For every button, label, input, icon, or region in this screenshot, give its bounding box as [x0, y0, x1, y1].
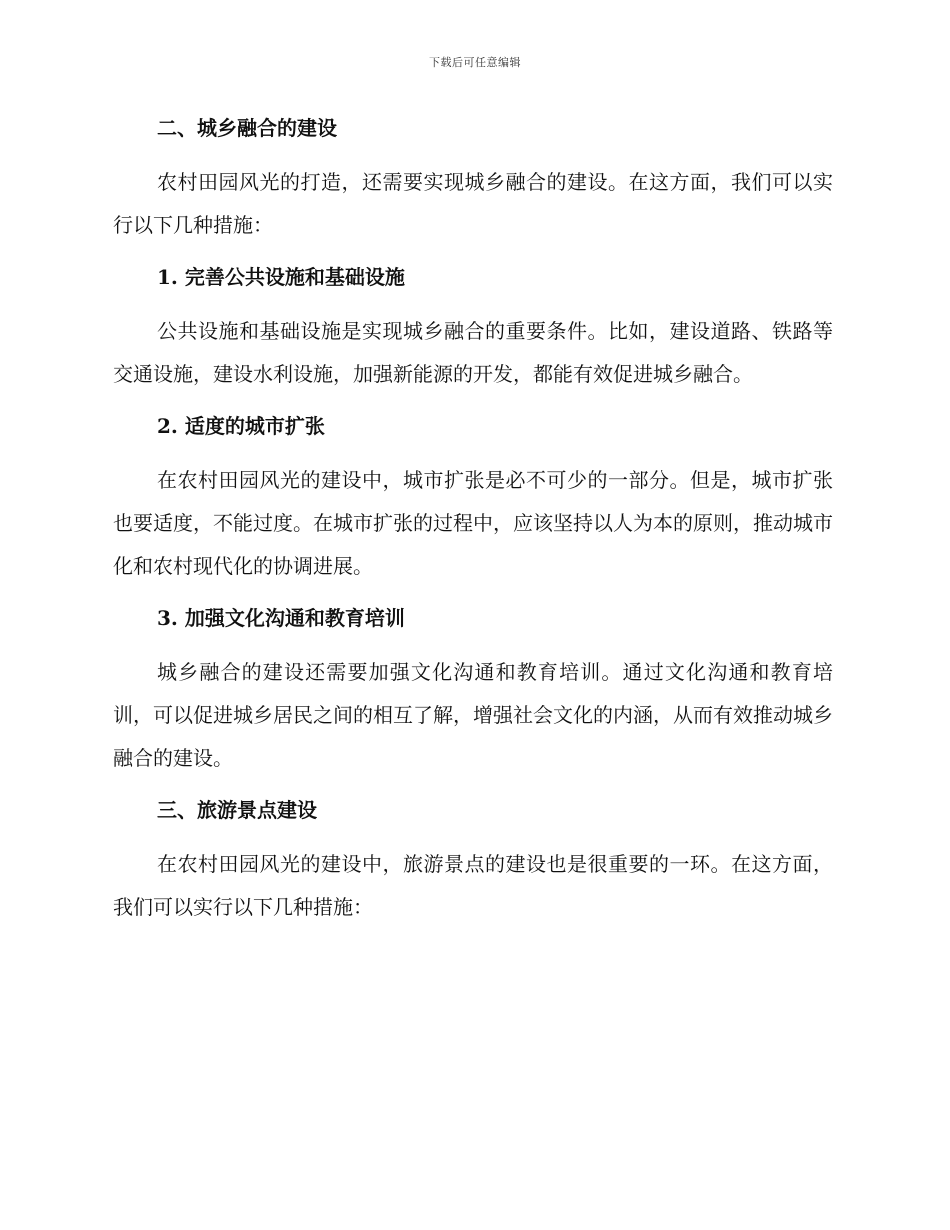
paragraph-culture-education: 城乡融合的建设还需要加强文化沟通和教育培训。通过文化沟通和教育培训，可以促进城乡居民之间的相互了解，增强社会文化的内涵，从而有效推动城乡融合的建设。 [113, 660, 833, 770]
header-note: 下载后可任意编辑 [429, 56, 521, 69]
paragraph-urban-expansion: 在农村田园风光的建设中，城市扩张是必不可少的一部分。但是，城市扩张也要适度，不能过度。在城市扩张的过程中，应该坚持以人为本的原则，推动城市化和农村现代化的协调进展。 [113, 468, 833, 578]
subheading-public-facilities: 1. 完善公共设施和基础设施 [157, 265, 405, 289]
document-body [113, 108, 833, 929]
paragraph-urban-rural-intro: 农村田园风光的打造，还需要实现城乡融合的建设。在这方面，我们可以实行以下几种措施： [113, 170, 833, 237]
section-heading-tourism: 三、旅游景点建设 [157, 798, 317, 822]
subheading-urban-expansion: 2. 适度的城市扩张 [157, 414, 325, 438]
paragraph-public-facilities: 公共设施和基础设施是实现城乡融合的重要条件。比如，建设道路、铁路等交通设施，建设水利设施，加强新能源的开发，都能有效促进城乡融合。 [113, 319, 833, 386]
section-heading-urban-rural: 二、城乡融合的建设 [157, 116, 337, 140]
paragraph-tourism-intro: 在农村田园风光的建设中，旅游景点的建设也是很重要的一环。在这方面，我们可以实行以下几种措施： [113, 852, 833, 919]
subheading-culture-education: 3. 加强文化沟通和教育培训 [157, 606, 405, 630]
